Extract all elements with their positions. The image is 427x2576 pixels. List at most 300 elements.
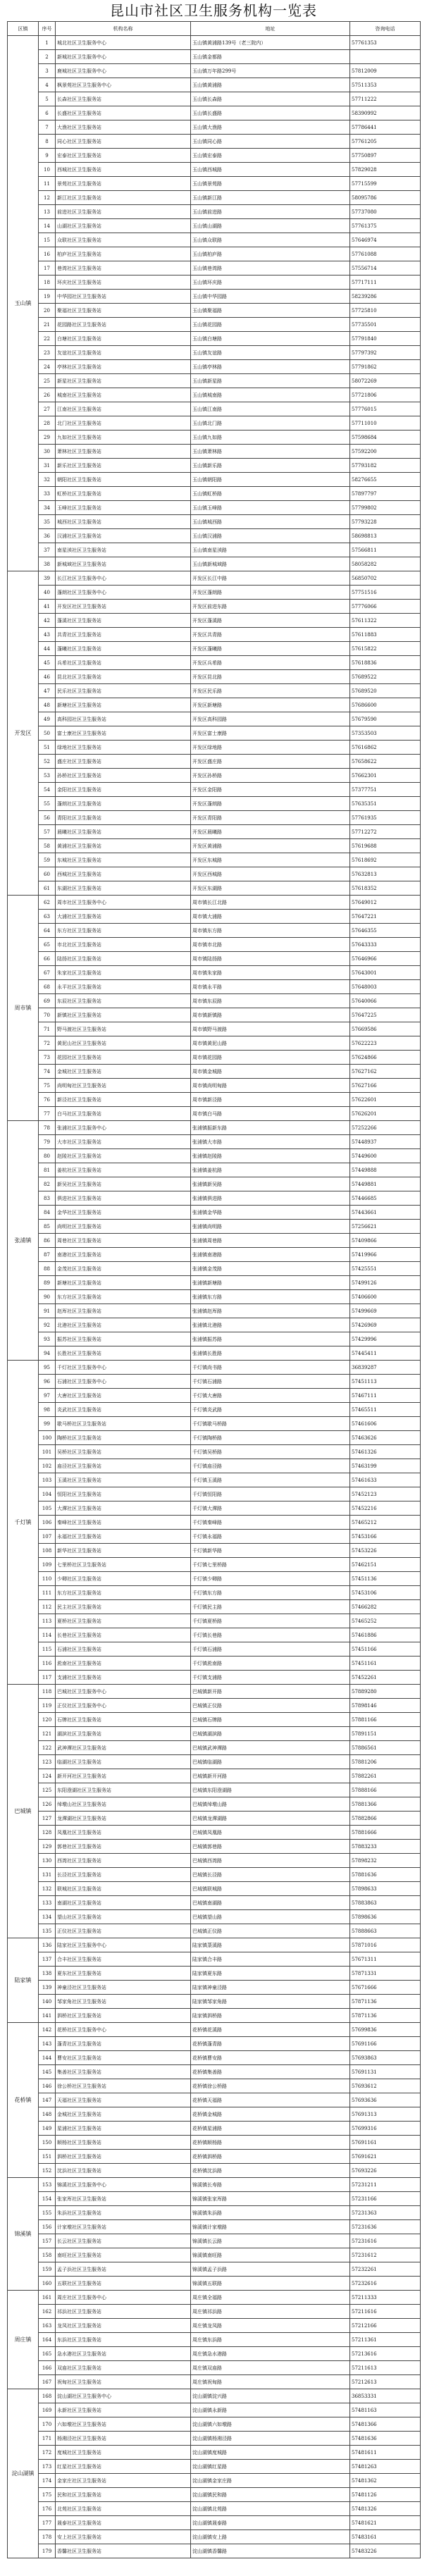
institution-address: 陆家镇泗桥路 — [191, 2009, 350, 2023]
row-number: 100 — [39, 1431, 56, 1445]
institution-address: 开发区前进东路 — [191, 600, 350, 614]
table-row — [8, 473, 421, 487]
institution-address: 玉山镇宏泰路 — [191, 149, 350, 163]
consult-phone: 57429996 — [350, 1332, 421, 1346]
row-number: 111 — [39, 1586, 56, 1600]
institution-address: 淀山湖镇永新路 — [191, 2403, 350, 2417]
row-number: 10 — [39, 163, 56, 177]
table-row — [8, 1220, 421, 1234]
consult-phone: 57791840 — [350, 332, 421, 346]
institution-address: 周市镇尚明甸路 — [191, 1079, 350, 1093]
institution-name: 聚福社区卫生服务站 — [56, 304, 191, 318]
table-row — [8, 2403, 421, 2417]
institution-address: 玉山镇大渔路 — [191, 120, 350, 135]
institution-name: 凤凰社区卫生服务站 — [56, 1826, 191, 1840]
institution-name: 高科园社区卫生服务站 — [56, 712, 191, 726]
consult-phone: 57882866 — [350, 1812, 421, 1826]
consult-phone: 57231166 — [350, 2192, 421, 2206]
consult-phone: 57761088 — [350, 247, 421, 261]
institution-name: 盛庄社区卫生服务站 — [56, 755, 191, 769]
consult-phone: 57776015 — [350, 402, 421, 416]
table-row — [8, 600, 421, 614]
row-number: 142 — [39, 2023, 56, 2037]
institution-address: 玉山镇虹桥路 — [191, 487, 350, 501]
table-row — [8, 1008, 421, 1022]
header-phone: 咨询电话 — [350, 22, 421, 36]
table-row — [8, 191, 421, 205]
table-row — [8, 1840, 421, 1854]
table-row — [8, 938, 421, 952]
institution-address: 巴城镇正仪路 — [191, 1924, 350, 1938]
institution-name: 亭林社区卫生服务站 — [56, 360, 191, 374]
institution-address: 淀山湖镇六如墩路 — [191, 2417, 350, 2432]
institution-name: 晟泰社区卫生服务站 — [56, 2516, 191, 2530]
table-row — [8, 1516, 421, 1530]
institution-address: 开发区晨曦路 — [191, 825, 350, 839]
row-number: 151 — [39, 2150, 56, 2164]
institution-address: 开发区青阳路 — [191, 811, 350, 825]
row-number: 113 — [39, 1614, 56, 1628]
table-row — [8, 219, 421, 233]
row-number: 44 — [39, 642, 56, 656]
institution-address: 玉山镇朝阳路 — [191, 473, 350, 487]
table-row — [8, 135, 421, 149]
table-row — [8, 1093, 421, 1107]
consult-phone: 57481263 — [350, 2460, 421, 2474]
institution-address: 锦溪镇南旺路 — [191, 2248, 350, 2262]
table-row — [8, 2164, 421, 2178]
institution-name: 东辰社区卫生服务站 — [56, 994, 191, 1008]
institution-address: 巴城镇郭巷路 — [191, 1840, 350, 1854]
institution-name: 巷湾社区卫生服务站 — [56, 261, 191, 275]
table-row — [8, 1431, 421, 1445]
institution-name: 周庄社区卫生服务中心 — [56, 2291, 191, 2305]
consult-phone: 57618836 — [350, 656, 421, 670]
table-row — [8, 1135, 421, 1149]
row-number: 61 — [39, 881, 56, 896]
institution-name: 友谊社区卫生服务站 — [56, 346, 191, 360]
consult-phone: 57451166 — [350, 1642, 421, 1657]
institution-name: 金茂社区卫生服务站 — [56, 1262, 191, 1276]
consult-phone: 57761935 — [350, 811, 421, 825]
institution-name: 新塘社区卫生服务站 — [56, 698, 191, 712]
institution-name: 民主社区卫生服务站 — [56, 1600, 191, 1614]
institution-address: 开发区金阳路 — [191, 783, 350, 797]
institution-address: 玉山镇友谊路 — [191, 346, 350, 360]
table-row — [8, 1290, 421, 1304]
consult-phone: 57446685 — [350, 1191, 421, 1206]
institution-name: 新吴社区卫生服务站 — [56, 1177, 191, 1191]
table-row — [8, 1812, 421, 1826]
table-row — [8, 2305, 421, 2319]
institution-address: 玉山镇柏庐路 — [191, 247, 350, 261]
institution-address: 张浦镇周巷路 — [191, 1234, 350, 1248]
row-number: 96 — [39, 1375, 56, 1389]
consult-phone: 57611322 — [350, 614, 421, 628]
row-number: 1 — [39, 36, 56, 50]
institution-name: 鹿城社区卫生服务中心 — [56, 64, 191, 78]
row-number: 2 — [39, 50, 56, 64]
district-cell: 张浦镇 — [8, 1121, 39, 1361]
row-number: 163 — [39, 2319, 56, 2333]
row-number: 138 — [39, 1967, 56, 1981]
institution-name: 城西社区卫生服务站 — [56, 515, 191, 529]
institution-name: 城南社区卫生服务站 — [56, 388, 191, 402]
table-row — [8, 50, 421, 64]
institution-address: 陆家镇夏东路 — [191, 1967, 350, 1981]
row-number: 130 — [39, 1854, 56, 1868]
institution-address: 淀山湖镇香馨路 — [191, 2544, 350, 2558]
consult-phone: 58058282 — [350, 557, 421, 571]
institution-address: 巴城镇绰墩山路 — [191, 1797, 350, 1812]
institution-name: 计家墩社区卫生服务站 — [56, 2220, 191, 2234]
institution-address: 锦溪镇孟子浜路 — [191, 2262, 350, 2277]
consult-phone: 58239286 — [350, 290, 421, 304]
consult-phone: 57693226 — [350, 2164, 421, 2178]
institution-address: 玉山镇九如路 — [191, 431, 350, 445]
institution-address: 开发区蓬曦路 — [191, 642, 350, 656]
institution-address: 开发区共青路 — [191, 628, 350, 642]
institution-address: 花桥镇顺杨路 — [191, 2136, 350, 2150]
row-number: 8 — [39, 135, 56, 149]
consult-phone: 57689522 — [350, 670, 421, 684]
institution-name: 朝阳社区卫生服务站 — [56, 473, 191, 487]
table-row — [8, 2474, 421, 2488]
table-row — [8, 543, 421, 557]
row-number: 87 — [39, 1248, 56, 1262]
table-row — [8, 1304, 421, 1318]
table-row — [8, 501, 421, 515]
table-row — [8, 994, 421, 1008]
row-number: 89 — [39, 1276, 56, 1290]
institution-address: 花桥镇曹安路 — [191, 2051, 350, 2065]
consult-phone: 57632813 — [350, 867, 421, 881]
institution-address: 千灯镇淞南路 — [191, 1657, 350, 1671]
row-number: 150 — [39, 2136, 56, 2150]
institution-address: 开发区长江中路 — [191, 571, 350, 586]
consult-phone: 36839287 — [350, 1361, 421, 1375]
institution-name: 蓬青社区卫生服务站 — [56, 2037, 191, 2051]
table-row — [8, 1346, 421, 1361]
consult-phone: 57211361 — [350, 2333, 421, 2347]
institution-name: 振苏社区卫生服务站 — [56, 1332, 191, 1346]
table-row — [8, 1022, 421, 1036]
table-row — [8, 741, 421, 755]
consult-phone: 57425551 — [350, 1262, 421, 1276]
row-number: 118 — [39, 1685, 56, 1699]
table-row — [8, 529, 421, 543]
table-row — [8, 106, 421, 120]
institution-name: 武神潭社区卫生服务站 — [56, 1741, 191, 1755]
table-row — [8, 2417, 421, 2432]
consult-phone: 57627162 — [350, 1065, 421, 1079]
institution-name: 祁浜社区卫生服务站 — [56, 2305, 191, 2319]
row-number: 16 — [39, 247, 56, 261]
table-row — [8, 459, 421, 473]
table-row — [8, 2248, 421, 2262]
row-number: 115 — [39, 1642, 56, 1657]
table-row — [8, 2023, 421, 2037]
table-row — [8, 2516, 421, 2530]
institution-name: 永新社区卫生服务站 — [56, 2403, 191, 2417]
institution-address: 淀山湖镇度城路 — [191, 2446, 350, 2460]
consult-phone: 57615822 — [350, 642, 421, 656]
row-number: 46 — [39, 670, 56, 684]
row-number: 15 — [39, 233, 56, 247]
row-number: 26 — [39, 388, 56, 402]
table-row — [8, 966, 421, 980]
consult-phone: 57481366 — [350, 2417, 421, 2432]
row-number: 40 — [39, 586, 56, 600]
institution-address: 开发区富士康路 — [191, 726, 350, 741]
institution-name: 白马社区卫生服务站 — [56, 1107, 191, 1121]
row-number: 120 — [39, 1713, 56, 1727]
consult-phone: 57499669 — [350, 1304, 421, 1318]
row-number: 104 — [39, 1487, 56, 1501]
institution-address: 周市镇金城路 — [191, 1065, 350, 1079]
consult-phone: 57461633 — [350, 1473, 421, 1487]
institution-address: 千灯镇长巷路 — [191, 1628, 350, 1642]
district-cell: 周市镇 — [8, 896, 39, 1121]
institution-name: 长巷社区卫生服务站 — [56, 1628, 191, 1642]
row-number: 30 — [39, 445, 56, 459]
institution-address: 千灯镇陶桥路 — [191, 1431, 350, 1445]
row-number: 5 — [39, 92, 56, 106]
institution-name: 少卿社区卫生服务站 — [56, 1572, 191, 1586]
consult-phone: 57898636 — [350, 1910, 421, 1924]
row-number: 22 — [39, 332, 56, 346]
institution-name: 赵陵社区卫生服务站 — [56, 1149, 191, 1163]
consult-phone: 57231211 — [350, 2178, 421, 2192]
institution-address: 周市镇东辰路 — [191, 994, 350, 1008]
institution-address: 开发区昆北路 — [191, 670, 350, 684]
table-row — [8, 1051, 421, 1065]
institution-address: 玉山镇长盛路 — [191, 106, 350, 120]
row-number: 141 — [39, 2009, 56, 2023]
table-row — [8, 1248, 421, 1262]
institution-address: 开发区蓬溪路 — [191, 614, 350, 628]
table-row — [8, 1727, 421, 1741]
table-row — [8, 1826, 421, 1840]
consult-phone: 57213616 — [350, 2347, 421, 2361]
institution-address: 玉山镇前进路 — [191, 205, 350, 219]
row-number: 143 — [39, 2037, 56, 2051]
row-number: 160 — [39, 2277, 56, 2291]
institution-address: 周庄镇全福路 — [191, 2291, 350, 2305]
consult-phone: 57799802 — [350, 501, 421, 515]
consult-phone: 58698813 — [350, 529, 421, 543]
consult-phone: 57643333 — [350, 938, 421, 952]
table-row — [8, 2333, 421, 2347]
table-row — [8, 1769, 421, 1783]
consult-phone: 57647225 — [350, 1008, 421, 1022]
table-row — [8, 1699, 421, 1713]
institution-name: 支浦社区卫生服务站 — [56, 1671, 191, 1685]
institution-address: 千灯镇七里桥路 — [191, 1558, 350, 1572]
table-row — [8, 698, 421, 712]
institution-address: 开发区民乐路 — [191, 684, 350, 698]
institution-name: 大浦社区卫生服务站 — [56, 910, 191, 924]
table-row — [8, 1177, 421, 1191]
institution-name: 东阳澄湖社区卫生服务站 — [56, 1783, 191, 1797]
table-row — [8, 2460, 421, 2474]
consult-phone: 57252266 — [350, 1121, 421, 1135]
institution-name: 柏庐社区卫生服务站 — [56, 247, 191, 261]
table-row — [8, 1361, 421, 1375]
table-row — [8, 2262, 421, 2277]
consult-phone: 57419966 — [350, 1248, 421, 1262]
institution-address: 开发区蓬朗路 — [191, 586, 350, 600]
row-number: 58 — [39, 839, 56, 853]
institution-address: 玉山镇萧林路 — [191, 445, 350, 459]
row-number: 35 — [39, 515, 56, 529]
row-number: 76 — [39, 1093, 56, 1107]
institution-name: 玉溪社区卫生服务站 — [56, 1473, 191, 1487]
consult-phone: 57481126 — [350, 2488, 421, 2502]
consult-phone: 57669586 — [350, 1022, 421, 1036]
row-number: 168 — [39, 2389, 56, 2403]
institution-address: 陆家镇菉溪路 — [191, 1938, 350, 1952]
row-number: 31 — [39, 459, 56, 473]
table-row — [8, 290, 421, 304]
row-number: 159 — [39, 2262, 56, 2277]
institution-name: 金城社区卫生服务站 — [56, 2107, 191, 2122]
table-row — [8, 656, 421, 670]
institution-name: 正仪社区卫生服务站 — [56, 1924, 191, 1938]
row-number: 79 — [39, 1135, 56, 1149]
consult-phone: 57465252 — [350, 1614, 421, 1628]
consult-phone: 57481362 — [350, 2474, 421, 2488]
institution-name: 联城社区卫生服务站 — [56, 1882, 191, 1896]
institution-address: 周庄镇祁浜路 — [191, 2305, 350, 2319]
consult-phone: 57646355 — [350, 924, 421, 938]
institution-address: 千灯镇玉溪路 — [191, 1473, 350, 1487]
institution-name: 顺杨社区卫生服务站 — [56, 2136, 191, 2150]
consult-phone: 57453106 — [350, 1586, 421, 1600]
institution-name: 赵厍社区卫生服务站 — [56, 1304, 191, 1318]
row-number: 63 — [39, 910, 56, 924]
row-number: 110 — [39, 1572, 56, 1586]
row-number: 32 — [39, 473, 56, 487]
consult-phone: 57443661 — [350, 1206, 421, 1220]
institution-address: 陆家镇合丰路 — [191, 1952, 350, 1967]
consult-phone: 57751516 — [350, 586, 421, 600]
header-name: 机构名称 — [56, 22, 191, 36]
institution-name: 徐公桥社区卫生服务站 — [56, 2079, 191, 2093]
consult-phone: 57211616 — [350, 2305, 421, 2319]
document-page — [7, 0, 420, 2558]
institution-address: 锦溪镇长寿路 — [191, 2178, 350, 2192]
institution-name: 东城社区卫生服务站 — [56, 853, 191, 867]
consult-phone: 57691161 — [350, 2136, 421, 2150]
institution-address: 淀山湖镇安上路 — [191, 2530, 350, 2544]
institution-address: 玉山镇白塘路 — [191, 332, 350, 346]
table-row — [8, 839, 421, 853]
consult-phone: 57499126 — [350, 1276, 421, 1290]
institution-name: 望山社区卫生服务站 — [56, 1910, 191, 1924]
institution-name: 长江社区卫生服务中心 — [56, 571, 191, 586]
institution-address: 巴城镇武神潭路 — [191, 1741, 350, 1755]
row-number: 155 — [39, 2206, 56, 2220]
row-number: 34 — [39, 501, 56, 515]
row-number: 84 — [39, 1206, 56, 1220]
table-header-row — [8, 22, 421, 36]
institution-address: 张浦镇南港路 — [191, 1248, 350, 1262]
consult-phone: 57232261 — [350, 2262, 421, 2277]
table-row — [8, 318, 421, 332]
institution-name: 天福社区卫生服务站 — [56, 2093, 191, 2107]
row-number: 106 — [39, 1516, 56, 1530]
consult-phone: 57883863 — [350, 1896, 421, 1910]
table-row — [8, 2502, 421, 2516]
table-row — [8, 275, 421, 290]
table-row — [8, 416, 421, 431]
institution-address: 淀山湖镇民和路 — [191, 2488, 350, 2502]
institution-name: 汉浦社区卫生服务站 — [56, 529, 191, 543]
institution-name: 沈浜社区卫生服务站 — [56, 2164, 191, 2178]
consult-phone: 57211333 — [350, 2291, 421, 2305]
institution-name: 龙凤社区卫生服务站 — [56, 2319, 191, 2333]
institution-name: 长森社区卫生服务站 — [56, 92, 191, 106]
institution-address: 锦溪镇长云路 — [191, 2234, 350, 2248]
institution-address: 千灯镇尚书路 — [191, 1361, 350, 1375]
institution-address: 张浦镇振新东路 — [191, 1121, 350, 1135]
institution-name: 郭巷社区卫生服务站 — [56, 1840, 191, 1854]
district-cell: 锦溪镇 — [8, 2178, 39, 2291]
consult-phone: 57445411 — [350, 1346, 421, 1361]
row-number: 27 — [39, 402, 56, 416]
table-row — [8, 1036, 421, 1051]
institution-name: 大渔社区卫生服务站 — [56, 120, 191, 135]
table-row — [8, 2122, 421, 2136]
institution-address: 千灯镇永福路 — [191, 1530, 350, 1544]
consult-phone: 57462151 — [350, 1558, 421, 1572]
row-number: 53 — [39, 769, 56, 783]
institution-name: 共青社区卫生服务站 — [56, 628, 191, 642]
institution-address: 玉山镇长森路 — [191, 92, 350, 106]
institution-name: 长云社区卫生服务站 — [56, 2234, 191, 2248]
institution-name: 金家庄社区卫生服务站 — [56, 2474, 191, 2488]
table-row — [8, 1487, 421, 1501]
row-number: 65 — [39, 938, 56, 952]
row-number: 75 — [39, 1079, 56, 1093]
institution-name: 金城社区卫生服务站 — [56, 1065, 191, 1079]
row-number: 170 — [39, 2417, 56, 2432]
institution-address: 玉山镇同心路 — [191, 135, 350, 149]
row-number: 23 — [39, 346, 56, 360]
institution-name: 淞南社区卫生服务站 — [56, 1657, 191, 1671]
institution-address: 玉山镇聚福路 — [191, 304, 350, 318]
district-cell: 巴城镇 — [8, 1685, 39, 1938]
institution-address: 千灯镇歇马桥路 — [191, 1417, 350, 1431]
row-number: 74 — [39, 1065, 56, 1079]
institution-name: 南湖社区卫生服务站 — [56, 1896, 191, 1910]
institution-name: 合丰社区卫生服务站 — [56, 1952, 191, 1967]
institution-name: 东浜社区卫生服务站 — [56, 2333, 191, 2347]
consult-phone: 57889280 — [350, 1685, 421, 1699]
institution-address: 开发区新塘路 — [191, 698, 350, 712]
institution-name: 大市社区卫生服务站 — [56, 1135, 191, 1149]
row-number: 97 — [39, 1389, 56, 1403]
institution-name: 曹安社区卫生服务站 — [56, 2051, 191, 2065]
institution-address: 巴城镇石牌路 — [191, 1713, 350, 1727]
table-row — [8, 614, 421, 628]
institution-name: 俱进社区卫生服务站 — [56, 1191, 191, 1206]
row-number: 42 — [39, 614, 56, 628]
table-row — [8, 980, 421, 994]
row-number: 145 — [39, 2065, 56, 2079]
institution-address: 周市镇白马路 — [191, 1107, 350, 1121]
